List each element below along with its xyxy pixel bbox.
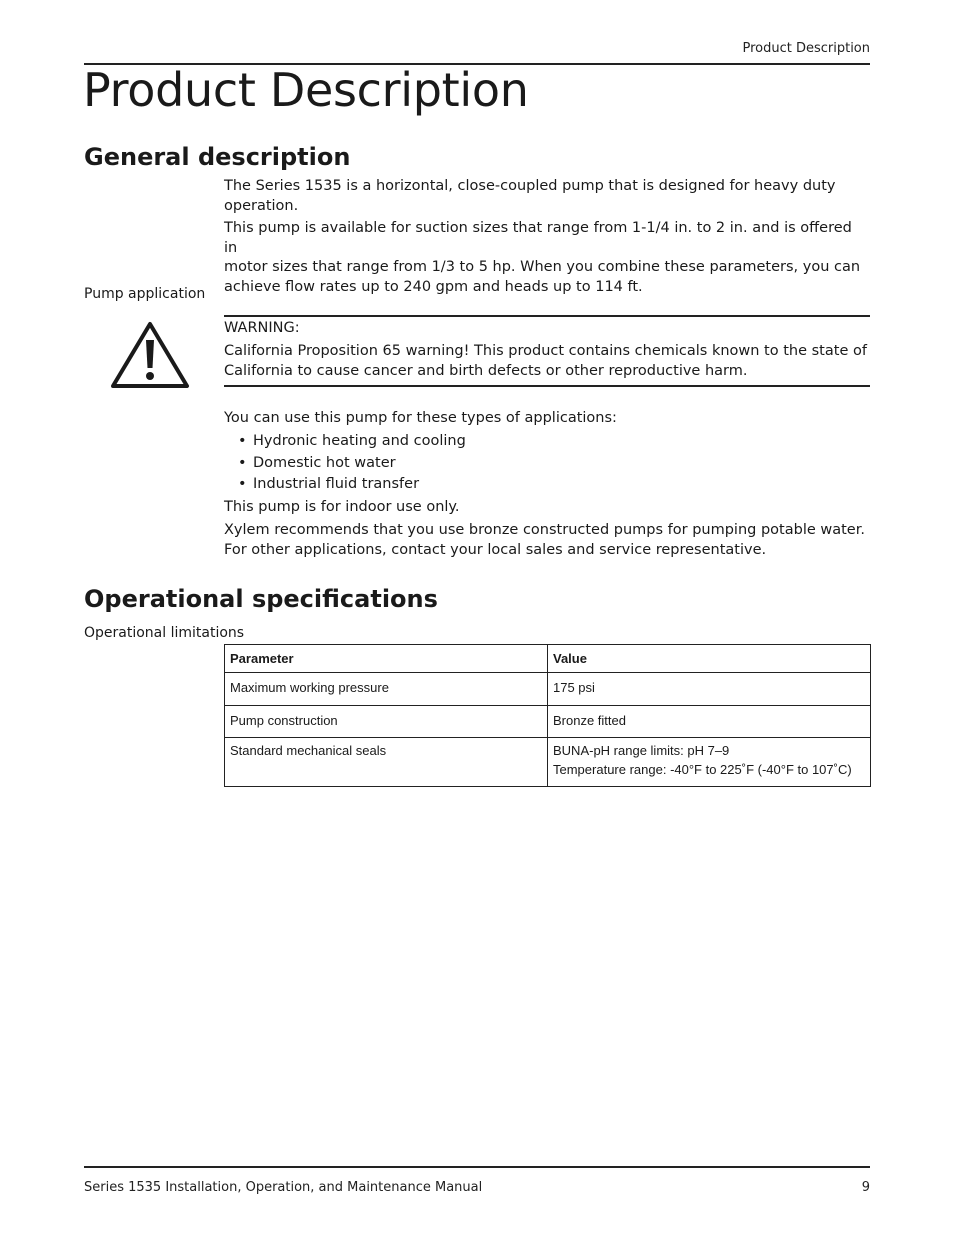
text-line: operation. (224, 197, 299, 214)
footer-rule (84, 1166, 870, 1168)
column-header-parameter: Parameter (225, 645, 548, 673)
general-paragraph-2 (224, 219, 864, 297)
warning-message (224, 342, 870, 381)
page-title: Product Description (83, 63, 529, 117)
parameter-cell: Maximum working pressure (225, 673, 548, 706)
text-line: California Proposition 65 warning! This product contains chemicals known to the state of (224, 343, 867, 359)
warning-label: WARNING: (224, 320, 300, 336)
value-line: BUNA-pH range limits: pH 7–9 (553, 743, 730, 758)
value-cell (548, 738, 871, 787)
pump-application-heading: Pump application (84, 286, 206, 302)
general-paragraph-1 (224, 177, 864, 216)
table-row (225, 738, 871, 787)
warning-bottom-rule (224, 385, 870, 387)
running-header: Product Description (742, 41, 870, 56)
operational-specifications-heading: Operational specifications (84, 585, 438, 613)
general-description-heading: General description (84, 143, 351, 171)
indoor-note: This pump is for indoor use only. (224, 499, 460, 515)
text-line: This pump is available for suction sizes that range from 1-1/4 in. to 2 in. and is offered in (224, 220, 852, 256)
list-item: • Domestic hot water (238, 453, 466, 475)
footer-manual-title: Series 1535 Installation, Operation, and Maintenance Manual (84, 1180, 483, 1195)
value-line: Temperature range: -40°F to 225˚F (-40°F to 107˚C) (553, 762, 852, 777)
parameter-cell: Pump construction (225, 706, 548, 738)
parameter-cell: Standard mechanical seals (225, 738, 548, 787)
applications-list (238, 431, 466, 496)
text-line: California to cause cancer and birth defects or other reproductive harm. (224, 362, 748, 379)
list-item: • Industrial fluid transfer (238, 474, 466, 496)
applications-intro: You can use this pump for these types of applications: (224, 410, 617, 426)
operational-limitations-table (224, 644, 871, 787)
table-header-row (225, 645, 871, 673)
operational-limitations-heading: Operational limitations (84, 625, 245, 641)
text-line: motor sizes that range from 1/3 to 5 hp. When you combine these parameters, you can (224, 259, 861, 275)
text-line: Xylem recommends that you use bronze constructed pumps for pumping potable water. (224, 522, 865, 538)
list-item: • Hydronic heating and cooling (238, 431, 466, 453)
warning-triangle-icon (110, 320, 190, 390)
warning-top-rule (224, 315, 870, 317)
table-row (225, 673, 871, 706)
value-cell: 175 psi (548, 673, 871, 706)
table-row (225, 706, 871, 738)
value-cell: Bronze fitted (548, 706, 871, 738)
column-header-value: Value (548, 645, 871, 673)
text-line: For other applications, contact your local sales and service representative. (224, 541, 767, 558)
recommendation-paragraph (224, 521, 870, 560)
text-line: The Series 1535 is a horizontal, close-coupled pump that is designed for heavy duty (224, 178, 836, 194)
text-line: achieve flow rates up to 240 gpm and heads up to 114 ft. (224, 278, 643, 295)
page-number: 9 (861, 1180, 870, 1195)
